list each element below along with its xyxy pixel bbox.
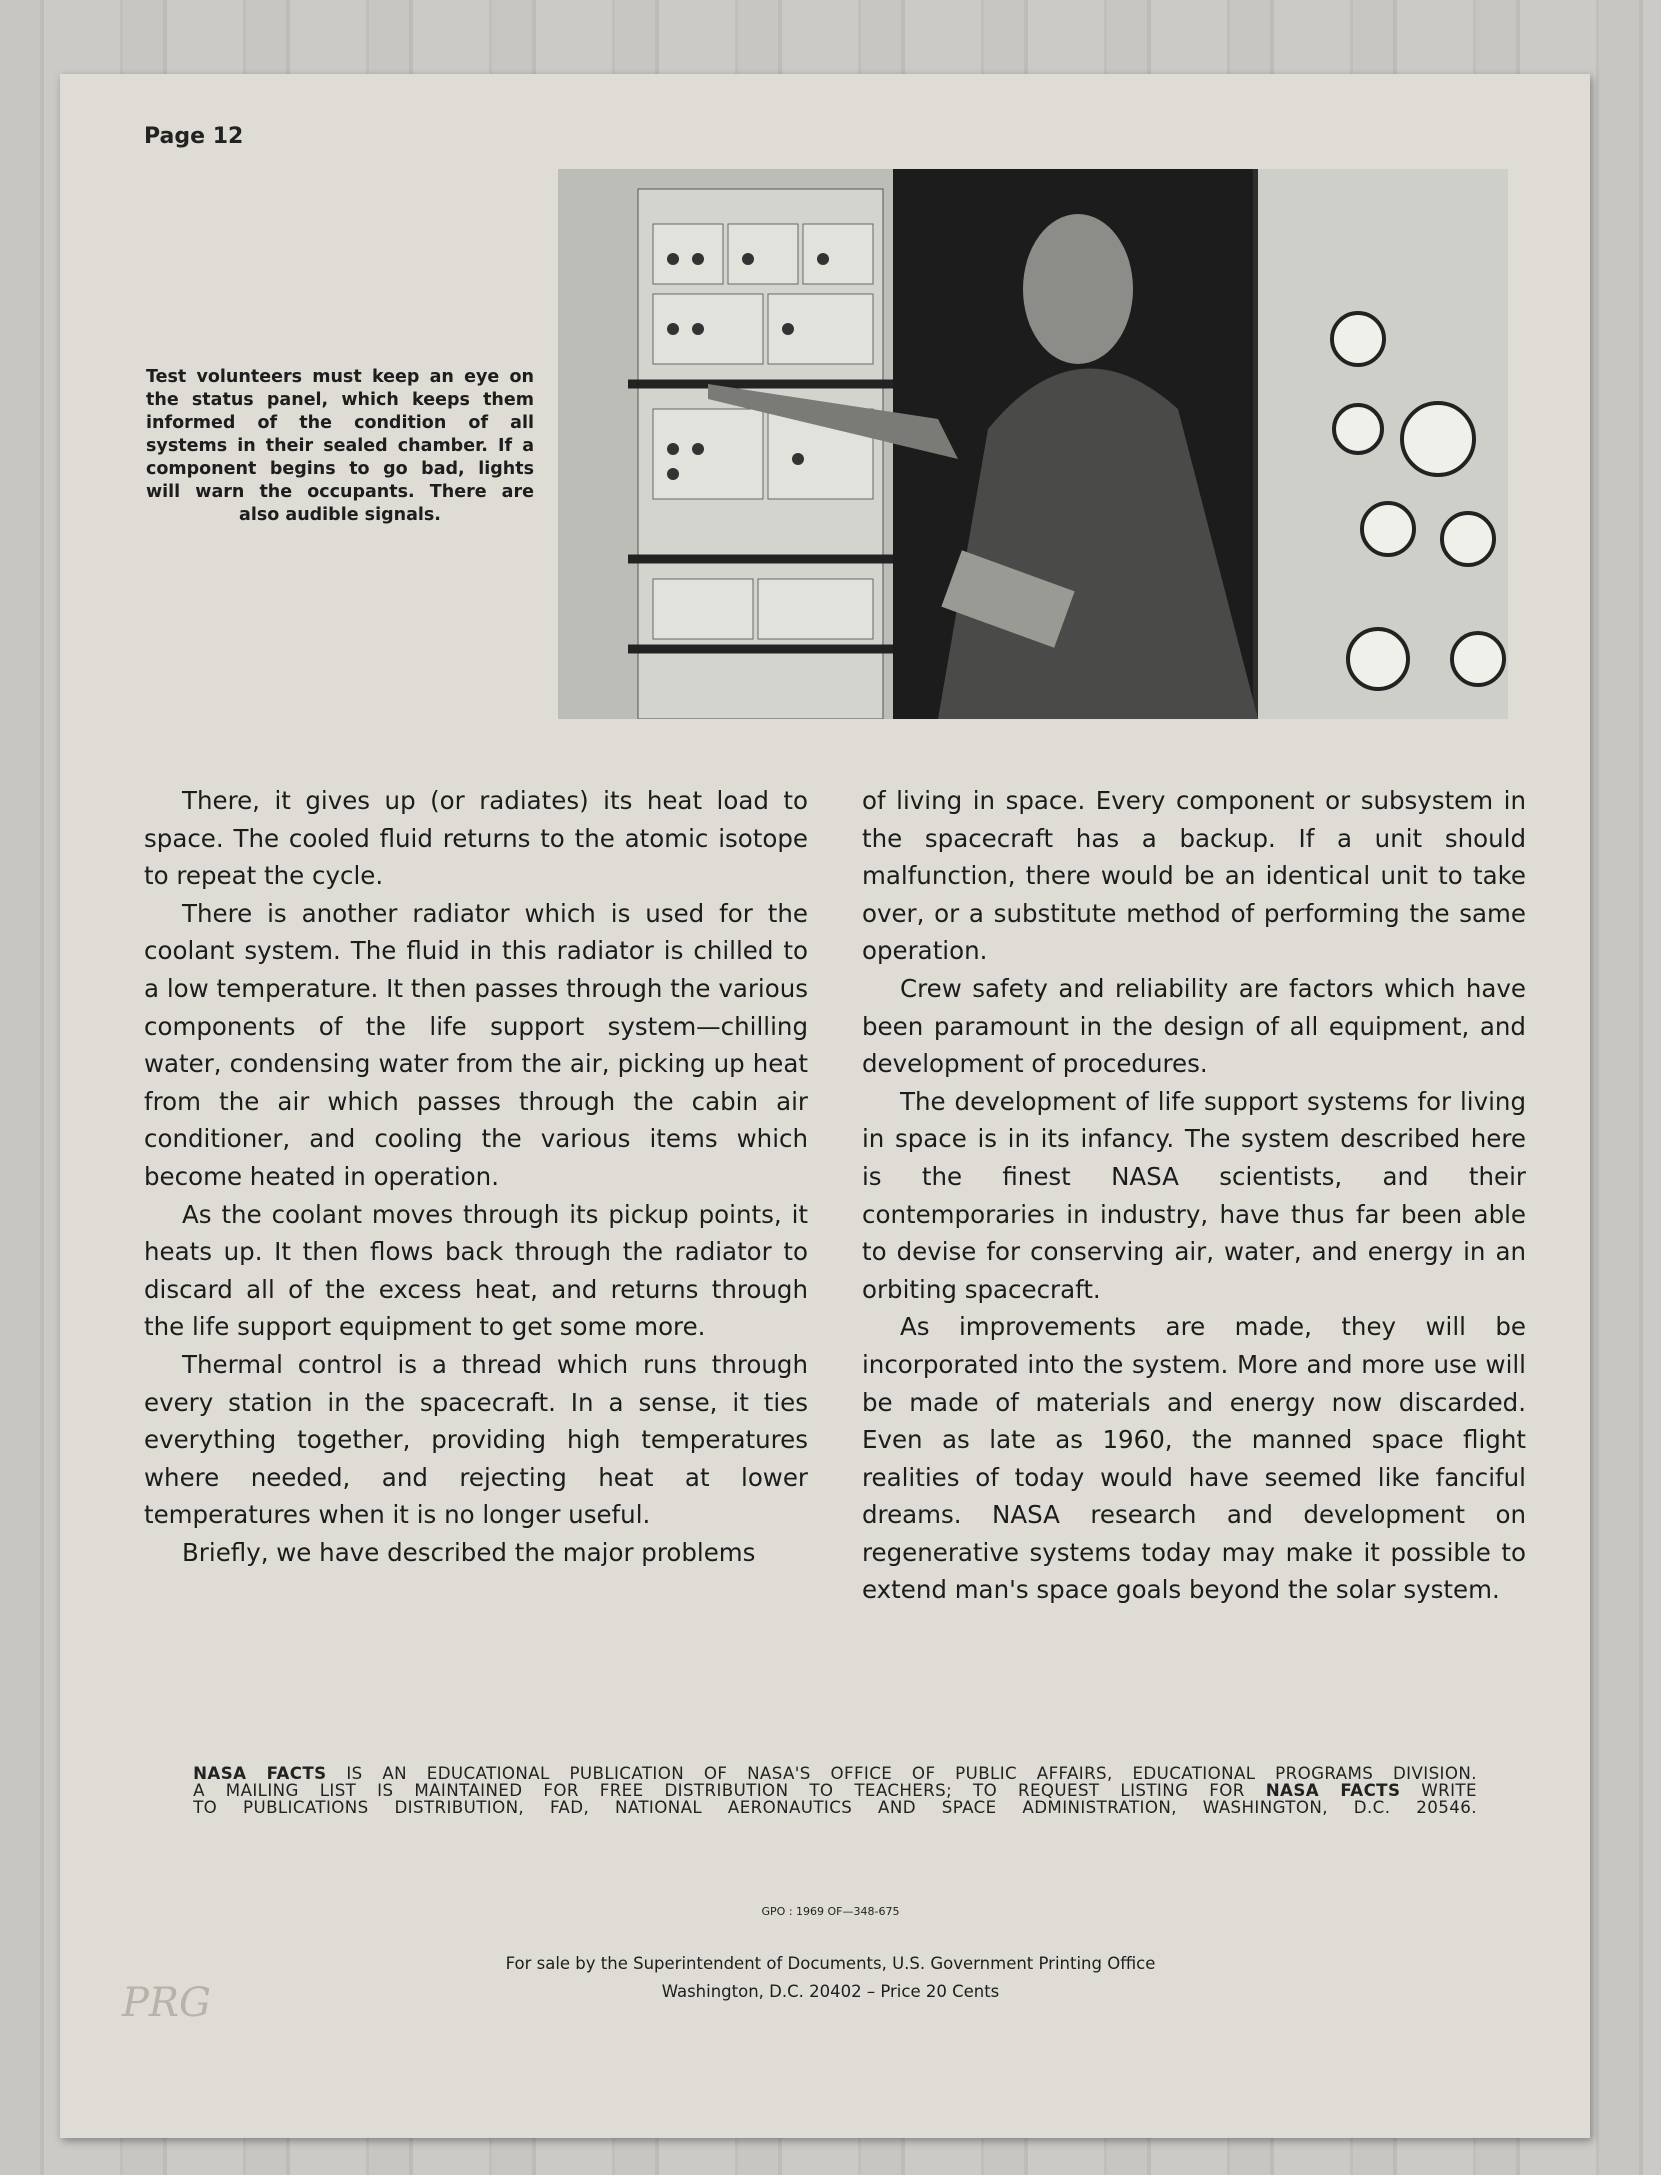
photo-caption: Test volunteers must keep an eye on the status panel, which keeps them informed of the condition of all systems in their sealed chamber. If a component begins to go bad, lights will warn the occupants. There are also audible signals. bbox=[146, 367, 534, 525]
paragraph: As improvements are made, they will be incorporated into the system. More and more use will be made of materials and energy now discarded. Even as late as 1960, the manned space flight realities of today would have seemed like fanciful dreams. NASA research and development on regenerative systems today may make it possible to extend man's space goals beyond the solar system. bbox=[862, 1312, 1526, 1605]
notice-line: TO PUBLICATIONS DISTRIBUTION, FAD, NATIONAL AERONAUTICS AND SPACE ADMINISTRATION, WASHINGTON, D.C. 20546. bbox=[193, 1798, 1477, 1818]
notice-line: A MAILING LIST IS MAINTAINED FOR FREE DISTRIBUTION TO TEACHERS; TO REQUEST LISTING FOR bbox=[193, 1781, 1245, 1801]
sale-notice bbox=[0, 1950, 1661, 2006]
paragraph: There, it gives up (or radiates) its heat load to space. The cooled fluid returns to the atomic isotope to repeat the cycle. bbox=[144, 786, 808, 891]
status-panel-photo bbox=[558, 169, 1508, 719]
publication-notice bbox=[193, 1766, 1477, 1817]
page-number: Page 12 bbox=[144, 124, 244, 149]
paragraph: The development of life support systems for living in space is in its infancy. The system described here is the finest NASA scientists, and their contemporaries in industry, have thus far been able to devise for conserving air, water, and energy in an orbiting spacecraft. bbox=[862, 1086, 1526, 1304]
paragraph: Crew safety and reliability are factors which have been paramount in the design of all equipment, and development of procedures. bbox=[862, 973, 1526, 1079]
right-text-column bbox=[862, 782, 1526, 1609]
paragraph: There is another radiator which is used for the coolant system. The fluid in this radiator is chilled to a low temperature. It then passes through the various components of the life support system—chilling water, condensing water from the air, picking up heat from the air which passes through the cabin air conditioner, and cooling the various items which become heated in operation. bbox=[144, 898, 808, 1191]
paragraph: As the coolant moves through its pickup points, it heats up. It then flows back through the radiator to discard all of the excess heat, and returns through the life support equipment to get some more. bbox=[144, 1199, 808, 1342]
sale-line: Washington, D.C. 20402 – Price 20 Cents bbox=[661, 1982, 1000, 2001]
left-text-column bbox=[144, 782, 808, 1571]
nasa-facts-brand: NASA FACTS bbox=[193, 1764, 327, 1784]
pencil-handwriting: PRG bbox=[122, 1980, 211, 2026]
paragraph: Thermal control is a thread which runs through every station in the spacecraft. In a sense, it ties everything together, providing high temperatures where needed, and rejecting heat at lower temperatures when it is no longer useful. bbox=[144, 1349, 808, 1530]
sale-line: For sale by the Superintendent of Documents, U.S. Government Printing Office bbox=[505, 1954, 1156, 1973]
notice-line: IS AN EDUCATIONAL PUBLICATION OF NASA'S OFFICE OF PUBLIC AFFAIRS, EDUCATIONAL PROGRAMS DIVISION. bbox=[346, 1764, 1477, 1784]
notice-line: WRITE bbox=[1421, 1781, 1477, 1801]
nasa-facts-brand: NASA FACTS bbox=[1265, 1781, 1401, 1801]
gpo-code: GPO : 1969 OF—348-675 bbox=[761, 1905, 900, 1918]
paragraph: Briefly, we have described the major problems bbox=[182, 1537, 756, 1567]
paragraph: of living in space. Every component or subsystem in the spacecraft has a backup. If a unit should malfunction, there would be an identical unit to take over, or a substitute method of performing the same operation. bbox=[862, 786, 1526, 966]
